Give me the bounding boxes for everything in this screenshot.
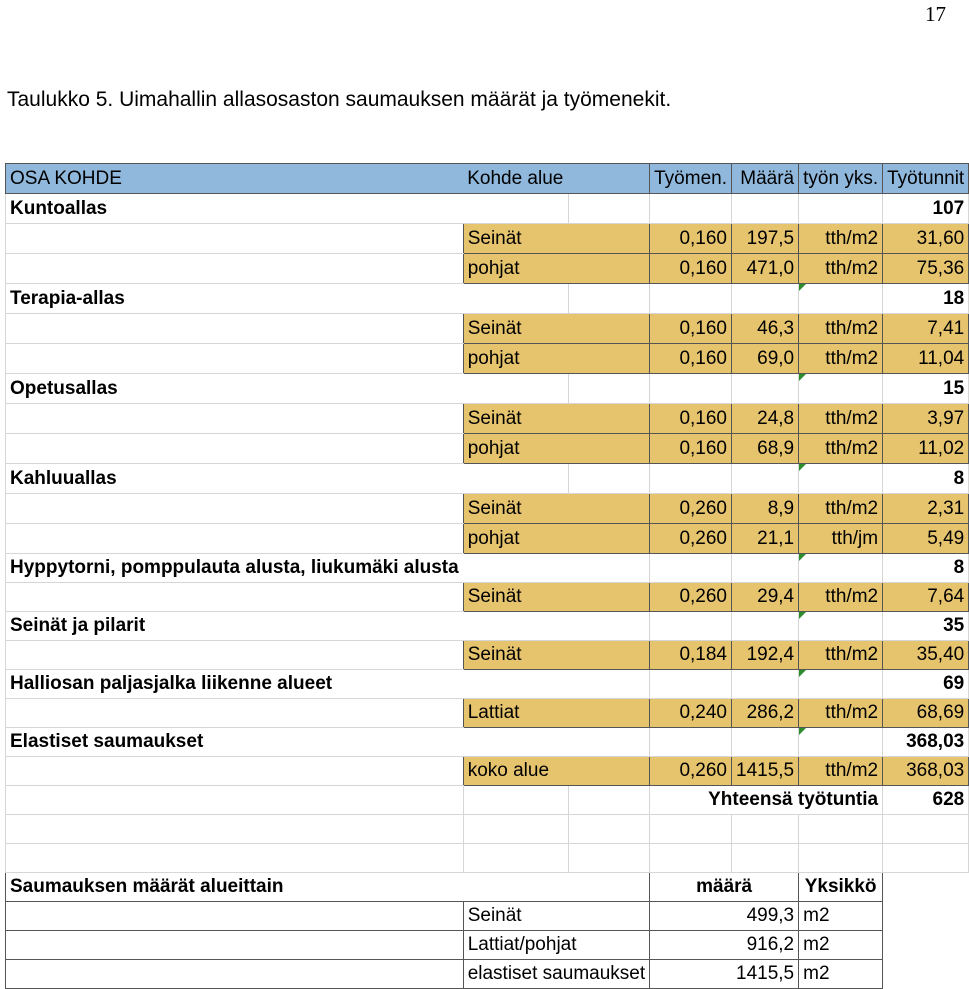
blank-cell bbox=[568, 786, 650, 815]
group-title bbox=[6, 284, 464, 314]
unit-cell: tth/m2 bbox=[799, 344, 883, 374]
summary-title: Saumauksen määrät alueittain bbox=[6, 873, 650, 902]
tyomen-cell: 0,160 bbox=[650, 224, 732, 254]
blank-cell bbox=[732, 612, 799, 641]
maara-cell: 197,5 bbox=[732, 224, 799, 254]
blank-cell bbox=[732, 194, 799, 224]
blank-cell bbox=[568, 374, 650, 404]
blank-cell bbox=[6, 524, 464, 554]
maara-cell: 68,9 bbox=[732, 434, 799, 464]
blank-cell bbox=[463, 194, 568, 224]
blank-cell bbox=[568, 844, 650, 873]
blank-cell bbox=[568, 612, 650, 641]
area-cell: Seinät bbox=[463, 641, 649, 670]
area-cell: Lattiat bbox=[463, 699, 649, 728]
unit-cell: tth/m2 bbox=[799, 254, 883, 284]
blank-cell bbox=[732, 815, 799, 844]
detail-row bbox=[6, 404, 969, 434]
summary-row bbox=[6, 931, 969, 960]
blank-cell bbox=[799, 612, 883, 641]
blank-cell bbox=[650, 728, 732, 757]
maara-cell: 29,4 bbox=[732, 583, 799, 612]
tyomen-cell: 0,260 bbox=[650, 524, 732, 554]
tyomen-cell: 0,160 bbox=[650, 254, 732, 284]
group-title-text: Elastiset saumaukset bbox=[10, 731, 204, 752]
blank-cell bbox=[799, 194, 883, 224]
blank-cell bbox=[6, 902, 464, 931]
blank-cell bbox=[799, 554, 883, 583]
unit-cell: tth/m2 bbox=[799, 224, 883, 254]
blank-cell bbox=[799, 670, 883, 699]
group-title-text: Halliosan paljasjalka liikenne alueet bbox=[10, 673, 333, 694]
hours-cell: 11,02 bbox=[883, 434, 969, 464]
group-title-row bbox=[6, 554, 969, 583]
blank-cell bbox=[463, 728, 568, 757]
detail-row bbox=[6, 224, 969, 254]
group-title bbox=[6, 554, 464, 583]
area-cell: pohjat bbox=[463, 254, 649, 284]
detail-row bbox=[6, 757, 969, 786]
group-total: 35 bbox=[883, 612, 969, 641]
detail-row bbox=[6, 314, 969, 344]
hours-cell: 31,60 bbox=[883, 224, 969, 254]
page-number: 17 bbox=[925, 2, 946, 26]
blank-cell bbox=[650, 612, 732, 641]
blank-cell bbox=[650, 464, 732, 494]
summary-col-yksikko: Yksikkö bbox=[799, 873, 883, 902]
grand-total-value: 628 bbox=[883, 786, 969, 815]
tyomen-cell: 0,240 bbox=[650, 699, 732, 728]
area-cell: Seinät bbox=[463, 314, 649, 344]
summary-row bbox=[6, 902, 969, 931]
blank-cell bbox=[799, 728, 883, 757]
blank-cell bbox=[463, 815, 568, 844]
unit-cell: tth/m2 bbox=[799, 583, 883, 612]
blank-cell bbox=[6, 434, 464, 464]
tyomen-cell: 0,160 bbox=[650, 434, 732, 464]
blank-cell bbox=[463, 464, 568, 494]
group-title bbox=[6, 374, 464, 404]
group-title-row bbox=[6, 284, 969, 314]
maara-cell: 192,4 bbox=[732, 641, 799, 670]
area-cell: pohjat bbox=[463, 434, 649, 464]
hours-cell: 5,49 bbox=[883, 524, 969, 554]
tyomen-cell: 0,260 bbox=[650, 494, 732, 524]
blank-cell bbox=[6, 960, 464, 989]
blank-cell bbox=[568, 728, 650, 757]
blank-cell bbox=[650, 284, 732, 314]
hours-cell: 75,36 bbox=[883, 254, 969, 284]
group-title-row bbox=[6, 374, 969, 404]
area-cell: Seinät bbox=[463, 224, 649, 254]
area-cell: Seinät bbox=[463, 494, 649, 524]
group-total: 69 bbox=[883, 670, 969, 699]
unit-cell: tth/m2 bbox=[799, 641, 883, 670]
detail-row bbox=[6, 583, 969, 612]
group-total: 8 bbox=[883, 464, 969, 494]
unit-cell: tth/m2 bbox=[799, 699, 883, 728]
blank-cell bbox=[732, 728, 799, 757]
group-total: 8 bbox=[883, 554, 969, 583]
blank-cell bbox=[732, 464, 799, 494]
group-title bbox=[6, 464, 464, 494]
header-maara: Määrä bbox=[732, 164, 799, 194]
hours-cell: 35,40 bbox=[883, 641, 969, 670]
maara-cell: 471,0 bbox=[732, 254, 799, 284]
blank-cell bbox=[6, 404, 464, 434]
blank-cell bbox=[6, 224, 464, 254]
blank-cell bbox=[6, 254, 464, 284]
unit-cell: tth/m2 bbox=[799, 314, 883, 344]
blank-cell bbox=[732, 670, 799, 699]
unit-cell: tth/m2 bbox=[799, 757, 883, 786]
summary-header-row bbox=[6, 873, 969, 902]
tyomen-cell: 0,160 bbox=[650, 314, 732, 344]
blank-cell bbox=[732, 554, 799, 583]
tyomen-cell: 0,260 bbox=[650, 757, 732, 786]
blank-cell bbox=[650, 670, 732, 699]
blank-cell bbox=[463, 374, 568, 404]
detail-row bbox=[6, 494, 969, 524]
unit-cell: tth/m2 bbox=[799, 434, 883, 464]
blank-cell bbox=[6, 815, 464, 844]
hours-cell: 11,04 bbox=[883, 344, 969, 374]
group-title-text: Hyppytorni, pomppulauta alusta, liukumäki alusta bbox=[10, 557, 459, 578]
maara-cell: 286,2 bbox=[732, 699, 799, 728]
blank-cell bbox=[568, 284, 650, 314]
header-tyotunnit: Työtunnit bbox=[883, 164, 969, 194]
unit-cell: tth/m2 bbox=[799, 404, 883, 434]
blank-cell bbox=[6, 314, 464, 344]
hours-cell: 2,31 bbox=[883, 494, 969, 524]
blank-cell bbox=[568, 554, 650, 583]
blank-cell bbox=[799, 284, 883, 314]
area-cell: pohjat bbox=[463, 344, 649, 374]
header-tyon-yks: työn yks. bbox=[799, 164, 883, 194]
hours-cell: 3,97 bbox=[883, 404, 969, 434]
tyomen-cell: 0,160 bbox=[650, 404, 732, 434]
group-total: 15 bbox=[883, 374, 969, 404]
blank-cell bbox=[883, 844, 969, 873]
group-title-row bbox=[6, 194, 969, 224]
header-row bbox=[6, 164, 969, 194]
detail-row bbox=[6, 434, 969, 464]
group-title-text: Kahluuallas bbox=[10, 467, 117, 489]
area-cell: koko alue bbox=[463, 757, 649, 786]
blank-cell bbox=[6, 931, 464, 960]
blank-cell bbox=[732, 284, 799, 314]
detail-row bbox=[6, 344, 969, 374]
group-title-text: Seinät ja pilarit bbox=[10, 615, 146, 636]
blank-cell bbox=[650, 815, 732, 844]
blank-cell bbox=[6, 844, 464, 873]
blank-cell bbox=[6, 641, 464, 670]
detail-row bbox=[6, 254, 969, 284]
blank-cell bbox=[799, 374, 883, 404]
summary-col-maara: määrä bbox=[650, 873, 799, 902]
blank-cell bbox=[6, 699, 464, 728]
maara-cell: 24,8 bbox=[732, 404, 799, 434]
group-title-text: Opetusallas bbox=[10, 377, 118, 399]
hours-cell: 7,41 bbox=[883, 314, 969, 344]
hours-cell: 7,64 bbox=[883, 583, 969, 612]
summary-maara: 499,3 bbox=[650, 902, 799, 931]
summary-unit: m2 bbox=[799, 960, 883, 989]
blank-cell bbox=[650, 844, 732, 873]
blank-cell bbox=[463, 554, 568, 583]
unit-cell: tth/m2 bbox=[799, 494, 883, 524]
blank-cell bbox=[799, 844, 883, 873]
summary-unit: m2 bbox=[799, 902, 883, 931]
header-blank bbox=[568, 164, 650, 194]
blank-cell bbox=[6, 757, 464, 786]
group-title bbox=[6, 728, 464, 757]
hours-cell: 368,03 bbox=[883, 757, 969, 786]
summary-area: Lattiat/pohjat bbox=[463, 931, 649, 960]
blank-cell bbox=[650, 554, 732, 583]
group-title-row bbox=[6, 464, 969, 494]
blank-cell bbox=[6, 494, 464, 524]
header-kohde-alue: Kohde alue bbox=[463, 164, 568, 194]
header-tyomen: Työmen. bbox=[650, 164, 732, 194]
maara-cell: 21,1 bbox=[732, 524, 799, 554]
header-osa-kohde: OSA KOHDE bbox=[6, 164, 464, 194]
area-cell: Seinät bbox=[463, 404, 649, 434]
blank-cell bbox=[732, 374, 799, 404]
blank-cell bbox=[568, 670, 650, 699]
work-hours-table bbox=[5, 163, 969, 989]
group-title-text: Kuntoallas bbox=[10, 197, 108, 219]
maara-cell: 46,3 bbox=[732, 314, 799, 344]
summary-maara: 916,2 bbox=[650, 931, 799, 960]
summary-area: elastiset saumaukset bbox=[463, 960, 649, 989]
unit-cell: tth/jm bbox=[799, 524, 883, 554]
blank-cell bbox=[568, 815, 650, 844]
blank-cell bbox=[463, 284, 568, 314]
blank-cell bbox=[463, 612, 568, 641]
table-caption: Taulukko 5. Uimahallin allasosaston saumauksen määrät ja työmenekit. bbox=[7, 88, 672, 111]
blank-cell bbox=[6, 344, 464, 374]
tyomen-cell: 0,184 bbox=[650, 641, 732, 670]
summary-row bbox=[6, 960, 969, 989]
detail-row bbox=[6, 699, 969, 728]
spacer-row bbox=[6, 844, 969, 873]
maara-cell: 69,0 bbox=[732, 344, 799, 374]
detail-row bbox=[6, 524, 969, 554]
grand-total-label: Yhteensä työtuntia bbox=[650, 786, 883, 815]
group-title bbox=[6, 612, 464, 641]
detail-row bbox=[6, 641, 969, 670]
maara-cell: 8,9 bbox=[732, 494, 799, 524]
blank-cell bbox=[568, 194, 650, 224]
blank-cell bbox=[732, 844, 799, 873]
blank-cell bbox=[799, 815, 883, 844]
group-total: 368,03 bbox=[883, 728, 969, 757]
group-title-row bbox=[6, 612, 969, 641]
blank-cell bbox=[650, 374, 732, 404]
area-cell: pohjat bbox=[463, 524, 649, 554]
blank-cell bbox=[568, 464, 650, 494]
group-title bbox=[6, 194, 464, 224]
blank-cell bbox=[6, 583, 464, 612]
maara-cell: 1415,5 bbox=[732, 757, 799, 786]
blank-cell bbox=[6, 786, 464, 815]
group-total: 107 bbox=[883, 194, 969, 224]
blank-cell bbox=[463, 844, 568, 873]
blank-cell bbox=[463, 670, 568, 699]
area-cell: Seinät bbox=[463, 583, 649, 612]
group-total: 18 bbox=[883, 284, 969, 314]
summary-area: Seinät bbox=[463, 902, 649, 931]
blank-cell bbox=[799, 464, 883, 494]
blank-cell bbox=[463, 786, 568, 815]
group-title-row bbox=[6, 728, 969, 757]
group-title-row bbox=[6, 670, 969, 699]
grand-total-row bbox=[6, 786, 969, 815]
tyomen-cell: 0,260 bbox=[650, 583, 732, 612]
tyomen-cell: 0,160 bbox=[650, 344, 732, 374]
spacer-row bbox=[6, 815, 969, 844]
blank-cell bbox=[883, 815, 969, 844]
summary-unit: m2 bbox=[799, 931, 883, 960]
group-title-text: Terapia-allas bbox=[10, 287, 125, 309]
group-title bbox=[6, 670, 464, 699]
blank-cell bbox=[650, 194, 732, 224]
hours-cell: 68,69 bbox=[883, 699, 969, 728]
summary-maara: 1415,5 bbox=[650, 960, 799, 989]
